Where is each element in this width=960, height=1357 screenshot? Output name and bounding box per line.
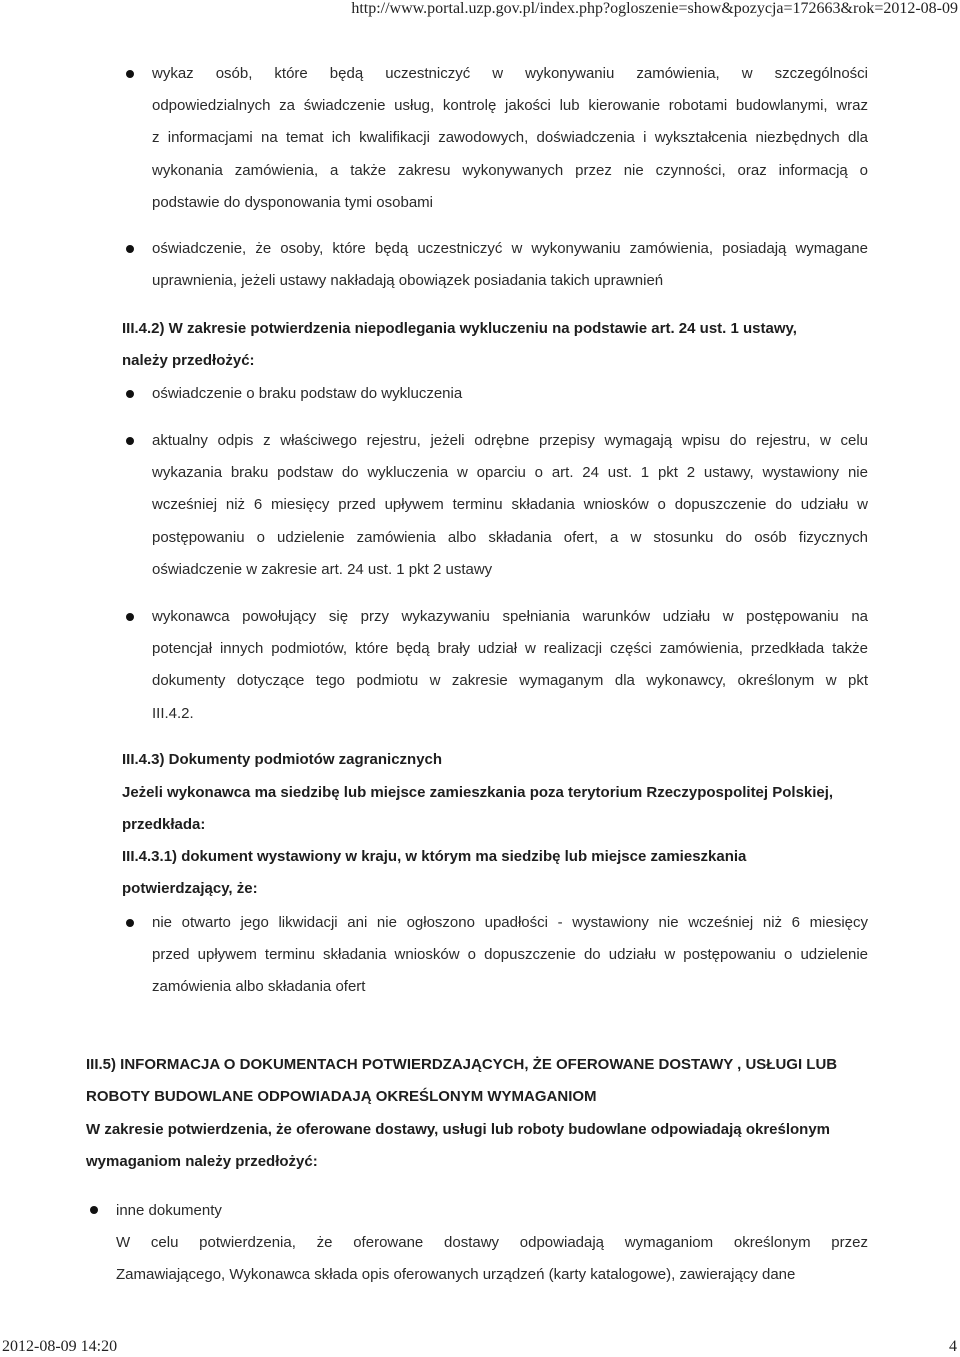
text-line: wykonania zamówienia, a także zakresu wykonywanych przez nie czynności, oraz informacją o xyxy=(152,161,868,179)
text-line: uprawnienia, jeżeli ustawy nakładają obowiązek posiadania takich uprawnień xyxy=(152,272,664,290)
list-item-register-extract xyxy=(152,425,868,586)
paragraph-description xyxy=(116,1227,868,1291)
bullet-icon xyxy=(126,437,134,445)
list-item-other-documents xyxy=(116,1195,868,1227)
section-heading-3-4-3-1 xyxy=(122,841,868,905)
text-line: potwierdzający, że: xyxy=(122,880,258,898)
text-line: ROBOTY BUDOWLANE ODPOWIADAJĄ OKREŚLONYM WYMAGANIOM xyxy=(86,1088,597,1106)
text-line: III.4.3.1) dokument wystawiony w kraju, w którym ma siedzibę lub miejsce zamieszkania xyxy=(122,848,747,865)
text-line: Jeżeli wykonawca ma siedzibę lub miejsce zamieszkania poza terytorium Rzeczypospolitej Polskiej, xyxy=(122,784,834,801)
text-line: aktualny odpis z właściwego rejestru, jeżeli odrębne przepisy wymagają wpisu do rejestru, w celu xyxy=(152,432,868,449)
text-line: oświadczenie w zakresie art. 24 ust. 1 pkt 2 ustawy xyxy=(152,560,493,578)
text-line: potencjał innych podmiotów, które będą brały udział w realizacji części zamówienia, przedkłada także xyxy=(152,640,868,658)
text-line: należy przedłożyć: xyxy=(122,352,255,370)
bullet-icon xyxy=(126,919,134,927)
list-item-liquidation xyxy=(152,907,868,1004)
bullet-icon xyxy=(126,390,134,398)
section-heading-3-4-3 xyxy=(122,744,868,776)
text-line: wcześniej niż 6 miesięcy przed upływem terminu składania wniosków o dopuszczenie do udziału w xyxy=(152,496,868,514)
text-line: III.5) INFORMACJA O DOKUMENTACH POTWIERDZAJĄCYCH, ŻE OFEROWANE DOSTAWY , USŁUGI LUB xyxy=(86,1056,838,1073)
bullet-icon xyxy=(126,245,134,253)
text-line: wykaz osób, które będą uczestniczyć w wykonywaniu zamówienia, w szczególności xyxy=(152,65,868,82)
bullet-icon xyxy=(126,613,134,621)
list-item-permissions xyxy=(152,233,868,297)
text-line: z informacjami na temat ich kwalifikacji zawodowych, doświadczenia i wykształcenia niezbędnych dla xyxy=(152,129,868,147)
text-line: III.4.2. xyxy=(152,704,194,722)
text-line: W zakresie potwierdzenia, że oferowane dostawy, usługi lub roboty budowlane odpowiadają określonym xyxy=(86,1121,831,1138)
text-line: przed upływem terminu składania wniosków o dopuszczenie do udziału w postępowaniu o udzielenie xyxy=(152,946,868,964)
text-line: wykazania braku podstaw do wykluczenia w oparciu o art. 24 ust. 1 pkt 2 ustawy, wystawiony nie xyxy=(152,464,868,482)
list-item-other-entities xyxy=(152,601,868,730)
list-item-declaration xyxy=(152,378,868,410)
page-number: 4 xyxy=(949,1338,957,1355)
text-line: podstawie do dysponowania tymi osobami xyxy=(152,193,433,211)
text-line: W celu potwierdzenia, że oferowane dostawy odpowiadają wymaganiom określonym przez xyxy=(116,1234,868,1251)
text-line: inne dokumenty xyxy=(116,1202,222,1219)
bullet-icon xyxy=(126,70,134,78)
page-url: http://www.portal.uzp.gov.pl/index.php?ogloszenie=show&pozycja=172663&rok=2012-08-09 xyxy=(351,0,958,17)
text-line: III.4.2) W zakresie potwierdzenia niepodlegania wykluczeniu na podstawie art. 24 ust. 1 ustawy, xyxy=(122,320,797,337)
section-heading-3-5 xyxy=(86,1049,882,1113)
text-line: dokumenty dotyczące tego podmiotu w zakresie wymaganym dla wykonawcy, określonym w pkt xyxy=(152,672,868,690)
text-line: oświadczenie o braku podstaw do wykluczenia xyxy=(152,385,463,402)
section-3-5-requirement xyxy=(86,1114,882,1178)
text-line: Zamawiającego, Wykonawca składa opis oferowanych urządzeń (karty katalogowe), zawierający dane xyxy=(116,1266,796,1284)
footer-date: 2012-08-09 14:20 xyxy=(2,1338,118,1355)
text-line: odpowiedzialnych za świadczenie usług, kontrolę jakości lub kierowanie robotami budowlanymi, wraz xyxy=(152,97,868,115)
text-line: postępowaniu o udzielenie zamówienia albo składania ofert, a w stosunku do osób fizycznych xyxy=(152,528,868,546)
bullet-icon xyxy=(90,1206,98,1214)
text-line: oświadczenie, że osoby, które będą uczestniczyć w wykonywaniu zamówienia, posiadają wymagane xyxy=(152,240,868,257)
text-line: nie otwarto jego likwidacji ani nie ogłoszono upadłości - wystawiony nie wcześniej niż 6 miesięcy xyxy=(152,914,868,931)
foreign-entities-intro xyxy=(122,777,882,841)
section-heading-3-4-2 xyxy=(122,313,868,377)
text-line: III.4.3) Dokumenty podmiotów zagranicznych xyxy=(122,751,443,768)
text-line: zamówienia albo składania ofert xyxy=(152,978,366,996)
text-line: przedkłada: xyxy=(122,816,206,834)
text-line: wymaganiom należy przedłożyć: xyxy=(86,1153,318,1171)
text-line: wykonawca powołujący się przy wykazywaniu spełniania warunków udziału w postępowaniu na xyxy=(152,608,868,625)
list-item-staff xyxy=(152,58,868,219)
